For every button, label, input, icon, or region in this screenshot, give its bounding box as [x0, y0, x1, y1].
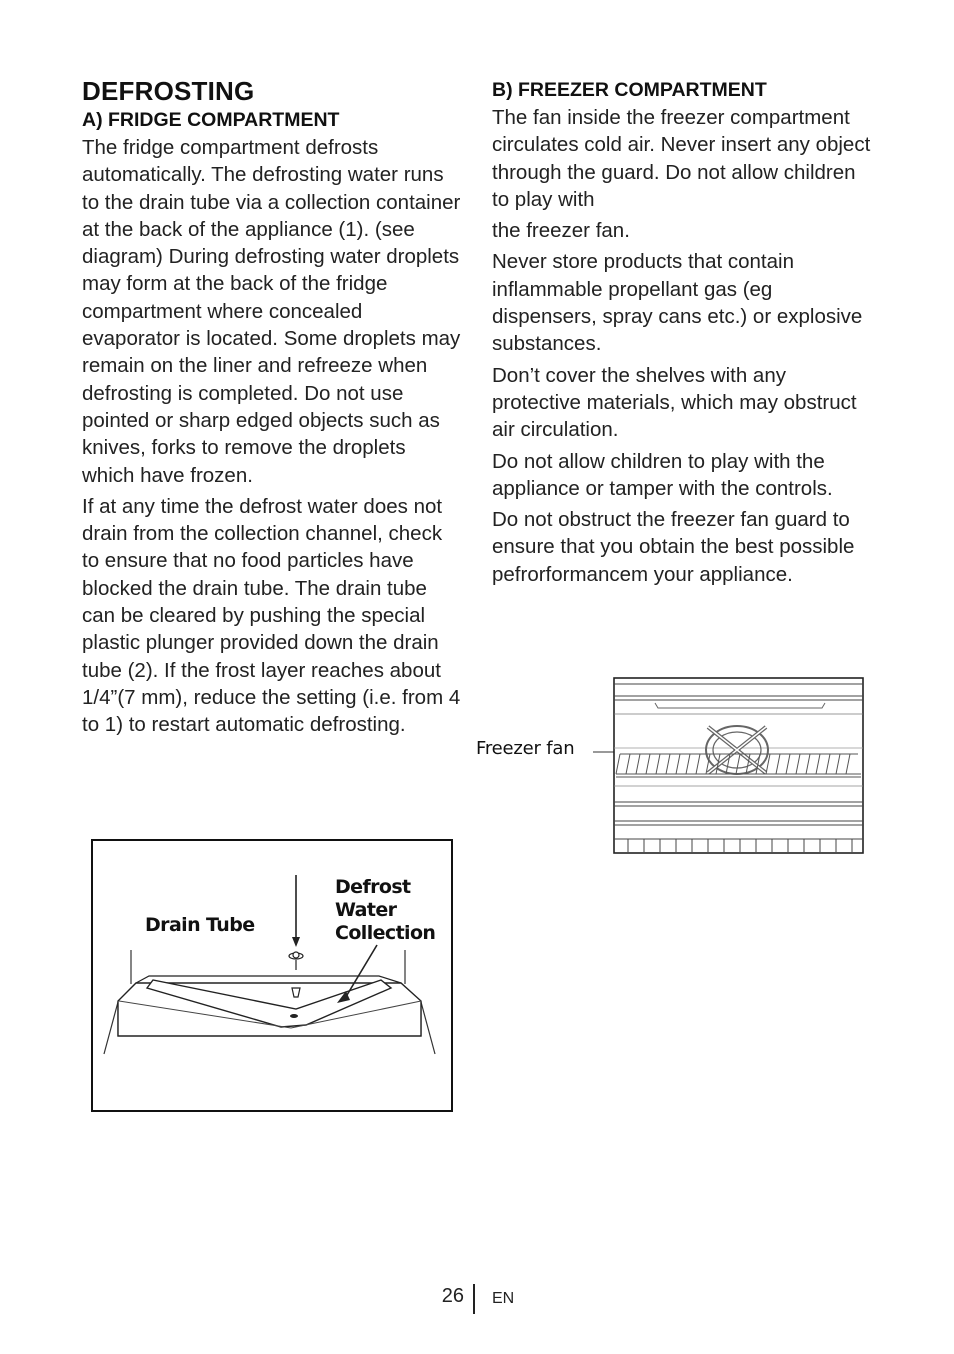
- footer-separator: [473, 1284, 475, 1314]
- freezer-fan-label: Freezer fan: [476, 738, 575, 759]
- page-footer: [0, 1284, 954, 1314]
- freezer-paragraph-2: the freezer fan.: [492, 219, 630, 243]
- freezer-paragraph-4: Don’t cover the shelves with any protective materials, which may obstruct air circulation.: [492, 363, 857, 442]
- defrost-label-line-2: Water: [335, 899, 397, 921]
- freezer-subtitle: B) FREEZER COMPARTMENT: [492, 79, 767, 101]
- language-code: EN: [492, 1290, 515, 1307]
- fridge-paragraph-1: The fridge compartment defrosts automatically. The defrosting water runs to the drain tube via a collection container at the back of the appliance (1). (see diagram) During defrosting water droplets may form at the back of the fridge compartment where concealed evaporator is located. Some droplets may remain on the liner and refreeze when defrosting is completed. Do not use pointed or sharp edged objects such as knives, forks to remove the droplets which have frozen.: [82, 136, 461, 487]
- drain-tube-label: Drain Tube: [145, 914, 255, 936]
- freezer-paragraph-1: The fan inside the freezer compartment circulates cold air. Never insert any object through the guard. Do not allow children to play with: [492, 106, 871, 211]
- freezer-illustration: [470, 676, 870, 856]
- fridge-subtitle: A) FRIDGE COMPARTMENT: [82, 109, 340, 131]
- right-column: [492, 76, 877, 592]
- defrost-label-line-1: Defrost: [335, 876, 411, 898]
- drain-tube-figure: [91, 839, 453, 1112]
- fridge-paragraph-2: If at any time the defrost water does not drain from the collection channel, check to ensure that no food particles have blocked the drain tube. The drain tube can be cleared by pushing the special plastic plunger provided down the drain tube (2). If the frost layer reaches about 1/4”(7 mm), reduce the setting (i.e. from 4 to 1) to restart automatic defrosting.: [82, 494, 461, 737]
- section-title: DEFROSTING: [82, 76, 255, 106]
- freezer-paragraph-5: Do not allow children to play with the appliance or tamper with the controls.: [492, 449, 833, 500]
- freezer-paragraph-3: Never store products that contain inflammable propellant gas (eg dispensers, spray cans etc.) or explosive substances.: [492, 250, 863, 356]
- page-number: 26: [441, 1285, 464, 1307]
- defrost-label-line-3: Collection: [335, 922, 436, 944]
- freezer-paragraph-6: Do not obstruct the freezer fan guard to ensure that you obtain the best possible pefrorformancem your appliance.: [492, 508, 855, 586]
- left-column: [82, 76, 462, 743]
- freezer-fan-figure: [470, 676, 870, 856]
